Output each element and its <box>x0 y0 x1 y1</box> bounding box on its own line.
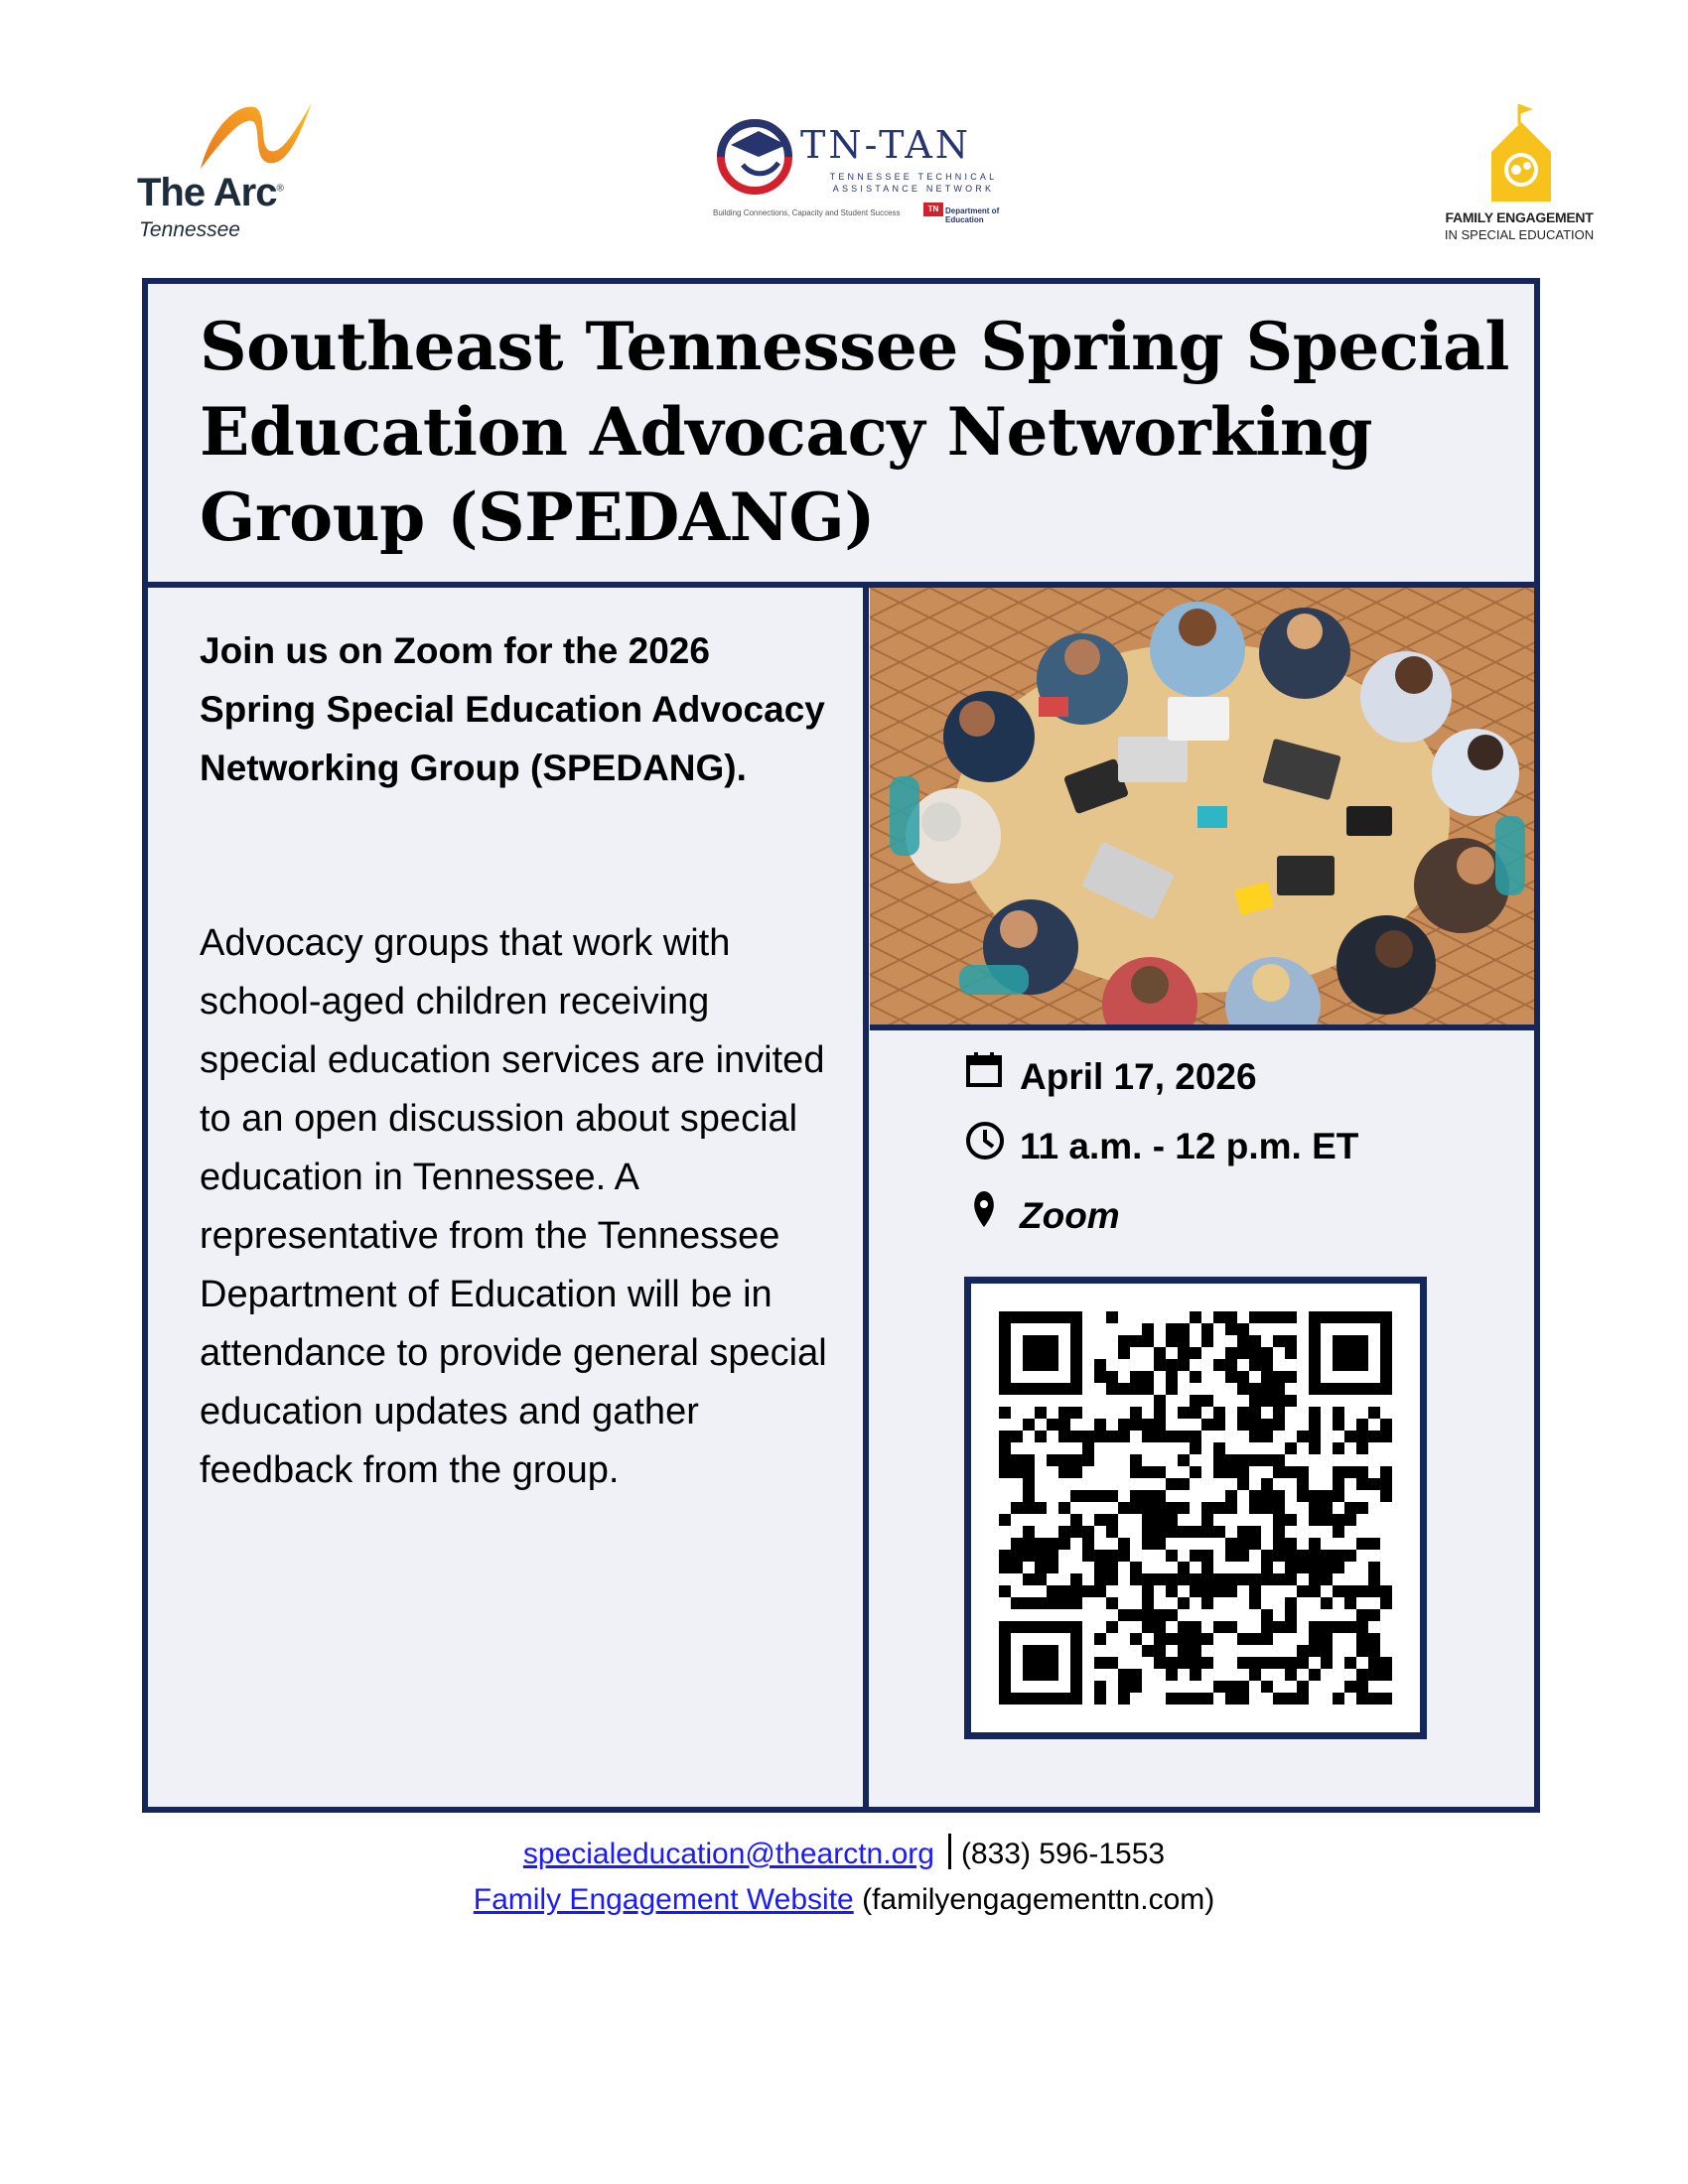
tn-tan-subtitle-2: ASSISTANCE NETWORK <box>832 184 995 194</box>
page-title: Southeast Tennessee Spring Special Education Advocacy Networking Group (SPEDANG) <box>200 308 1509 556</box>
arc-logo-state: Tennessee <box>139 218 240 241</box>
tn-tan-logo <box>713 115 1021 234</box>
qr-code[interactable] <box>964 1277 1427 1739</box>
event-time-row <box>964 1120 1500 1175</box>
footer <box>0 1832 1688 1923</box>
location-pin-icon <box>964 1189 1004 1229</box>
meeting-photo <box>870 588 1534 1030</box>
event-date: April 17, 2026 <box>1020 1056 1257 1097</box>
website-link[interactable]: Family Engagement Website <box>473 1883 854 1916</box>
event-location-row <box>964 1189 1500 1245</box>
intro-text: Join us on Zoom for the 2026 Spring Special Education Advocacy Networking Group (SPEDANG). <box>200 630 825 788</box>
arc-logo-name: The Arc <box>137 171 277 214</box>
fe-logo-line2: IN SPECIAL EDUCATION <box>1444 227 1595 242</box>
arc-swoosh-icon <box>197 99 316 174</box>
tn-dept-badge: TN <box>923 203 943 216</box>
tn-tan-subtitle-1: TENNESSEE TECHNICAL <box>829 172 998 182</box>
column-divider <box>863 588 869 1813</box>
flyer-frame <box>142 278 1540 1813</box>
footer-contact-line <box>0 1832 1688 1877</box>
footer-website-line <box>0 1877 1688 1923</box>
arc-logo-mark: ® <box>276 183 283 195</box>
schoolhouse-icon <box>1489 102 1553 205</box>
qr-code-icon <box>999 1311 1392 1705</box>
tn-tan-title: TN-TAN <box>800 123 972 167</box>
fe-logo-line1: FAMILY ENGAGEMENT <box>1445 209 1594 225</box>
the-arc-logo <box>129 99 357 248</box>
event-time: 11 a.m. - 12 p.m. ET <box>1020 1126 1359 1166</box>
event-location: Zoom <box>1020 1195 1120 1236</box>
clock-icon <box>964 1120 1006 1161</box>
email-link[interactable]: specialeducation@thearctn.org <box>522 1838 934 1870</box>
tn-dept-name: Department of Education <box>945 206 1000 224</box>
event-date-row <box>964 1050 1500 1106</box>
website-url-text: (familyengagementtn.com) <box>862 1883 1215 1916</box>
phone-number: (833) 596-1553 <box>960 1838 1166 1870</box>
family-engagement-logo <box>1430 102 1609 251</box>
footer-separator <box>948 1834 951 1869</box>
tn-tan-emblem-icon <box>713 115 802 201</box>
tn-tan-tagline: Building Connections, Capacity and Student Success <box>713 208 901 217</box>
body-text: Advocacy groups that work with school-aged children receiving special education services are invited to an open discussion about special education in Tennessee. A representative from the Tennessee Department of Education will be in attendance to provide general special education updates and gather feedback from the group. <box>200 922 827 1491</box>
calendar-icon <box>964 1050 1004 1090</box>
title-panel <box>148 284 1534 588</box>
